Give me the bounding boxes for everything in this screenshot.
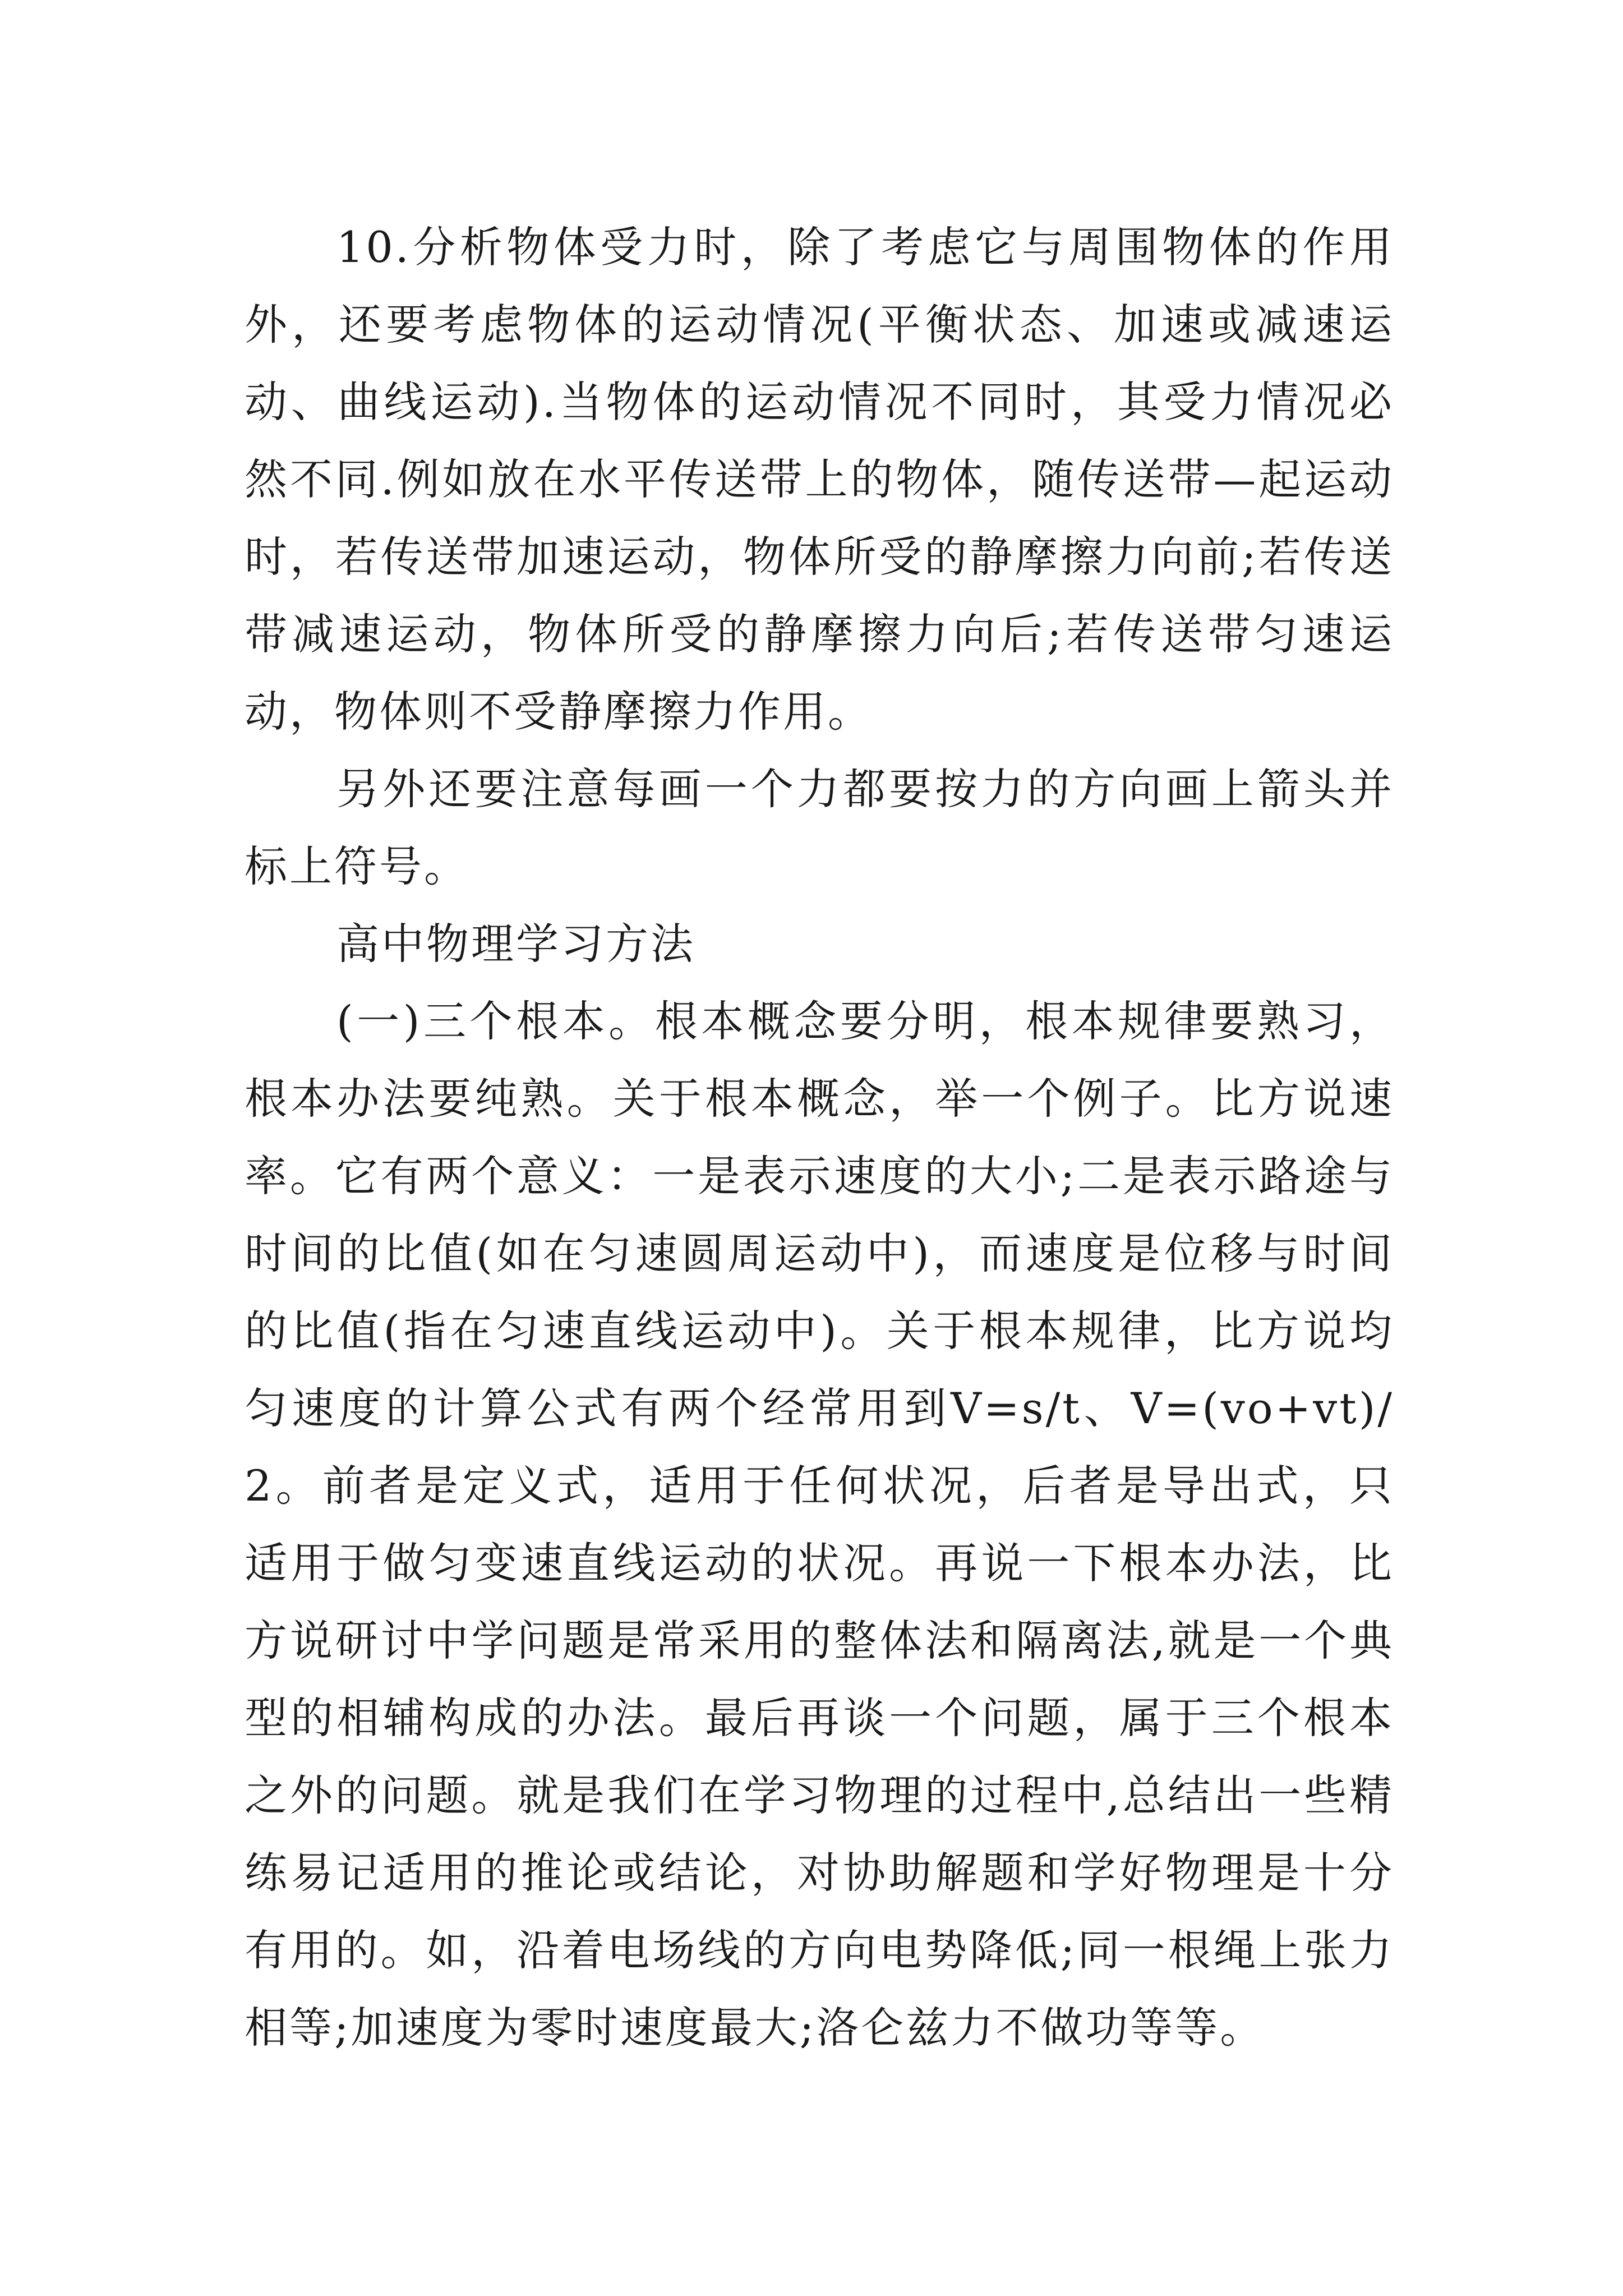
document-body bbox=[245, 209, 1394, 2067]
paragraph-arrow-note: 另外还要注意每画一个力都要按力的方向画上箭头并标上符号。 bbox=[245, 764, 1394, 891]
section-heading: 高中物理学习方法 bbox=[336, 919, 695, 969]
paragraph-force-analysis: 10.分析物体受力时，除了考虑它与周围物体的作用外，还要考虑物体的运动情况(平衡状态、加速或减速运动、曲线运动).当物体的运动情况不同时，其受力情况必然不同.例如放在水平传送带上的物体，随传送带—起运动时，若传送带加速运动，物体所受的静摩擦力向前;若传送带减速运动，物体所受的静摩擦力向后;若传送带匀速运动，物体则不受静摩擦力作用。 bbox=[245, 222, 1394, 737]
paragraph-three-basics: (一)三个根本。根本概念要分明，根本规律要熟习，根本办法要纯熟。关于根本概念，举一个例子。比方说速率。它有两个意义：一是表示速度的大小;二是表示路途与时间的比值(如在匀速圆周运动中)，而速度是位移与时间的比值(指在匀速直线运动中)。关于根本规律，比方说均匀速度的计算公式有两个经常用到V=s/t、V=(vo+vt)/2。前者是定义式，适用于任何状况，后者是导出式，只适用于做匀变速直线运动的状况。再说一下根本办法，比方说研讨中学问题是常采用的整体法和隔离法,就是一个典型的相辅构成的办法。最后再谈一个问题，属于三个根本之外的问题。就是我们在学习物理的过程中,总结出一些精练易记适用的推论或结论，对协助解题和学好物理是十分有用的。如，沿着电场线的方向电势降低;同一根绳上张力相等;加速度为零时速度最大;洛仑兹力不做功等等。 bbox=[245, 996, 1394, 2053]
